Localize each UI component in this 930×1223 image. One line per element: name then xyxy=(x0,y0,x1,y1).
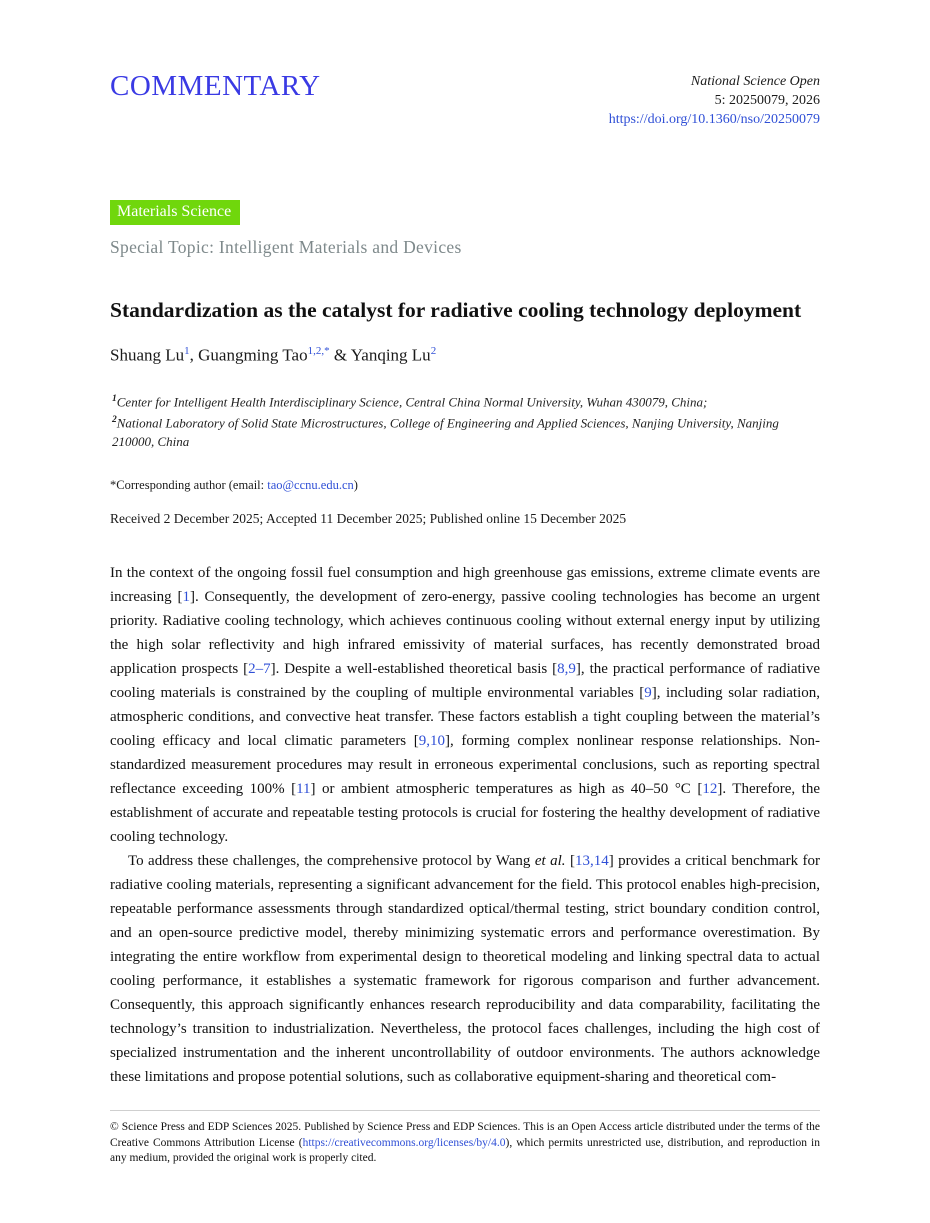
author-name: Shuang Lu xyxy=(110,345,185,365)
affiliation-superscript: 2 xyxy=(112,414,117,425)
citation-link[interactable]: 1 xyxy=(182,589,190,606)
author-separator: & xyxy=(329,345,351,365)
text-segment: ) xyxy=(353,478,358,493)
affiliation-line: $^2$National Laboratory of Solid State Microstructures, College of Engineering and Applied Sciences, Nanjing University, Nanjing 210000, China xyxy=(112,414,779,450)
article-title: Standardization as the catalyst for radiative cooling technology deployment xyxy=(110,298,802,322)
text-segment: ), which permits unrestricted use, distribution, and reproduction in any medium, provided the original work is properly cited. xyxy=(110,1136,820,1164)
citation-link[interactable]: 9,10 xyxy=(418,733,446,750)
text-segment: *Corresponding author (email: xyxy=(110,478,268,493)
text-segment: ]. Consequently, the development of zero-energy, passive cooling technologies has become an urgent priority. Radiative cooling technology, which achieves continuous cooling without external energy input by utilizing the high solar reflectivity and high infrared emissivity of material surfaces, has recently demonstrated broad application prospects [ xyxy=(110,589,820,678)
article-dates: Received 2 December 2025; Accepted 11 December 2025; Published online 15 December 2025 xyxy=(110,511,627,527)
footer-divider xyxy=(110,1110,820,1111)
author-affiliation-superscript: 1 xyxy=(184,345,190,357)
article-body xyxy=(110,561,820,1089)
author-affiliation-superscript: 1,2,* xyxy=(307,345,330,357)
citation-link[interactable]: 9 xyxy=(644,685,652,702)
body-paragraph xyxy=(110,561,820,849)
license-link[interactable]: https://creativecommons.org/licenses/by/4.0 xyxy=(302,1136,506,1149)
text-segment: ], including solar radiation, atmospheric conditions, and convective heat transfer. These factors establish a tight coupling between the material’s cooling efficacy and local climatic parameters [ xyxy=(110,685,820,750)
text-segment: © Science Press and EDP Sciences 2025. Published by Science Press and EDP Sciences. This is an Open Access article distributed under the terms of the Creative Commons Attribution License ( xyxy=(110,1121,820,1149)
body-paragraph xyxy=(110,849,820,1089)
subject-badge: Materials Science xyxy=(110,200,240,225)
journal-issue: 5: 20250079, 2026 xyxy=(714,93,820,108)
text-segment: ]. Despite a well-established theoretical basis [ xyxy=(270,661,558,678)
author-separator: , xyxy=(189,345,199,365)
author-name: Yanqing Lu xyxy=(350,345,431,365)
text-segment: [ xyxy=(565,853,575,870)
text-segment: ], forming complex nonlinear response relationships. Non-standardized measurement procedures may result in erroneous experimental conclusions, such as reporting spectral reflectance exceeding 100% [ xyxy=(110,733,820,798)
citation-link[interactable]: 13,14 xyxy=(574,853,609,870)
page-footer xyxy=(110,1110,820,1167)
text-segment: ] provides a critical benchmark for radiative cooling materials, representing a significant advancement for the field. This protocol enables high-precision, repeatable performance assessments through standardized optical/thermal testing, strict boundary condition control, and an open-source predictive model, thereby minimizing systematic errors and performance overestimation. By integrating the entire workflow from experimental design to theoretical modeling and linking spectral data to actual cooling performance, it establishes a systematic framework for rigorous comparison and further advancement. Consequently, this approach significantly enhances research reproducibility and data comparability, facilitating the technology’s transition to industrialization. Nevertheless, the protocol faces challenges, including the high cost of specialized instrumentation and the inherent uncontrollability of outdoor environments. The authors acknowledge these limitations and propose potential solutions, such as collaborative equipment-sharing and theoretical com- xyxy=(110,853,820,1086)
citation-link[interactable]: 2–7 xyxy=(248,661,271,678)
subject-badge-row xyxy=(110,200,820,225)
author-name: Guangming Tao xyxy=(198,345,308,365)
text-segment: To address these challenges, the comprehensive protocol by Wang xyxy=(128,853,535,870)
affiliation-line: $^1$Center for Intelligent Health Interdisciplinary Science, Central China Normal University, Wuhan 430079, China; xyxy=(112,393,708,409)
corresponding-author-line xyxy=(110,477,820,493)
text-segment: ]. Therefore, the establishment of accurate and repeatable testing protocols is crucial for fostering the healthy development of radiative cooling technology. xyxy=(110,781,821,846)
author-list xyxy=(110,340,820,367)
text-segment: et al. xyxy=(534,853,566,870)
journal-info xyxy=(609,70,820,129)
text-segment: In the context of the ongoing fossil fuel consumption and high greenhouse gas emissions, extreme climate events are increasing [ xyxy=(110,565,820,606)
article-category-label: COMMENTARY xyxy=(110,70,321,102)
affiliation-superscript: 1 xyxy=(112,393,117,404)
citation-link[interactable]: 12 xyxy=(702,781,718,798)
doi-link[interactable]: https://doi.org/10.1360/nso/20250079 xyxy=(608,112,820,127)
citation-link[interactable]: 8,9 xyxy=(557,661,576,678)
copyright-notice xyxy=(110,1120,820,1167)
author-affiliation-superscript: 2 xyxy=(430,345,437,357)
journal-name: National Science Open xyxy=(690,74,820,89)
page-header xyxy=(110,0,820,129)
affiliation-list xyxy=(110,390,820,452)
text-segment: ] or ambient atmospheric temperatures as high as 40–50 °C [ xyxy=(310,781,703,798)
special-topic-label: Special Topic: Intelligent Materials and Devices xyxy=(110,237,462,257)
citation-link[interactable]: 11 xyxy=(296,781,311,798)
email-link[interactable]: tao@ccnu.edu.cn xyxy=(267,478,354,493)
text-segment: ], the practical performance of radiative cooling materials is constrained by the coupling of multiple environmental variables [ xyxy=(110,661,820,702)
